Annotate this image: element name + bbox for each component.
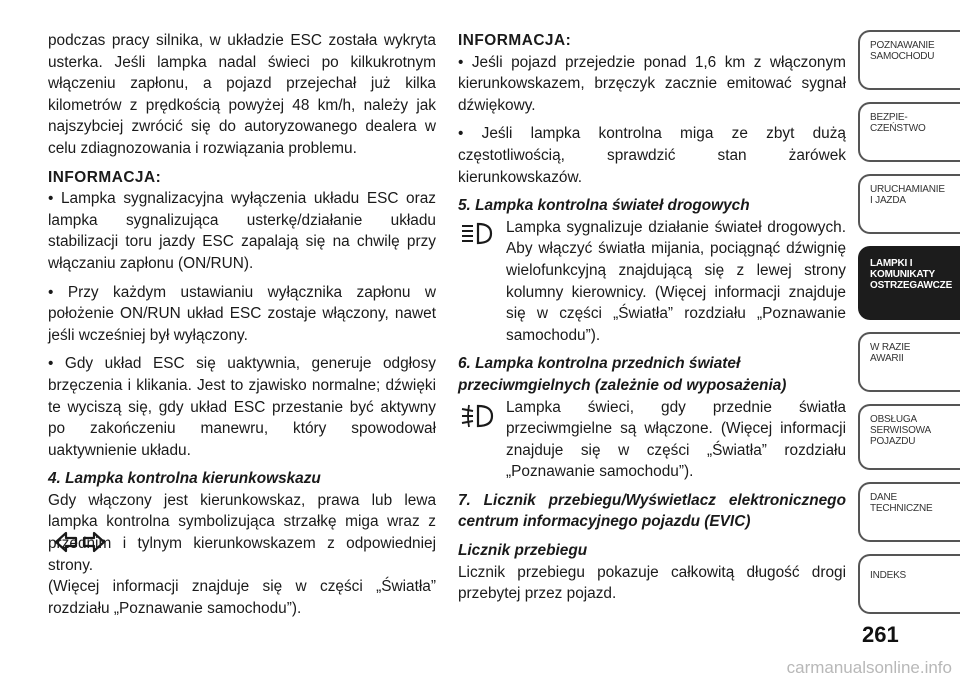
section-6-body [458, 397, 846, 483]
tab-uruchamianie-i-jazda[interactable] [858, 174, 960, 234]
tab-label-line: CZEŃSTWO [870, 123, 926, 134]
section-7-title: 7. Licznik przebiegu/Wyświetlacz elektronicznego centrum informacyjnego pojazdu (EVIC) [458, 491, 846, 531]
tab-label-line: POJAZDU [870, 436, 916, 447]
section-4-tail: (Więcej informacji znajduje się w części „Światła” rozdziału „Poznawanie samochodu”). [48, 578, 436, 617]
tab-label-line: SAMOCHODU [870, 51, 935, 62]
section-4-text: Gdy włączony jest kierunkowskaz, prawa lub lewa lampka kontrolna symbolizująca strzałkę miga wraz z przednim i tylnym kierunkowskazem z odpowiedniej strony. [48, 491, 436, 574]
tab-label-line: TECHNICZNE [870, 503, 933, 514]
section-6-text: Lampka świeci, gdy przednie światła przeciwmgielne są włączone. (Więcej informacji znajduje się w części „Światła” rozdziału „Poznawanie samochodu”). [506, 398, 846, 481]
bullet-esc-on-run: • Przy każdym ustawianiu wyłącznika zapłonu w położenie ON/RUN układ ESC zostaje włączony, nawet jeśli wcześniej był wyłączony. [48, 283, 436, 344]
bullet-fast-blinking: • Jeśli lampka kontrolna miga ze zbyt dużą częstotliwością, sprawdzić stan żarówek kierunkowskazów. [458, 125, 846, 186]
tab-label-line: INDEKS [870, 570, 907, 581]
tab-label-line: OBSŁUGA [870, 414, 917, 425]
section-5-body [458, 217, 846, 347]
tab-label-line: SERWISOWA [870, 425, 931, 436]
bullet-esc-noise: • Gdy układ ESC się uaktywnia, generuje odgłosy brzęczenia i klikania. Jest to zjawisko normalne; dźwięki te wyciszą się, gdy układ ESC przestanie być aktywny po zakończeniu manewru, który spowodował uaktywnienie układu. [48, 355, 436, 459]
info-heading-left: INFORMACJA: [48, 168, 162, 186]
section-6-title-line2: przeciwmgielnych (zależnie od wyposażenia) [458, 376, 787, 394]
tab-label-line: URUCHAMIANIE [870, 184, 945, 195]
tab-label-line: DANE [870, 492, 897, 503]
tab-label-line: OSTRZEGAWCZE [870, 280, 953, 291]
front-fog-light-icon [460, 403, 496, 429]
tab-label-line: BEZPIE- [870, 112, 908, 123]
section-7-subtitle: Licznik przebiegu [458, 542, 588, 560]
tab-indeks[interactable] [858, 554, 960, 614]
tab-label-line: AWARII [870, 353, 904, 364]
high-beam-icon [460, 221, 494, 245]
section-5-title: 5. Lampka kontrolna świateł drogowych [458, 197, 750, 215]
bullet-esc-lamps: • Lampka sygnalizacyjna wyłączenia układu ESC oraz lampka sygnalizująca usterkę/działanie układu stabilizacji toru jazdy ESC zapalają się na chwilę przy włączaniu zapłonu (ON/RUN). [48, 190, 436, 272]
tab-w-razie-awarii[interactable] [858, 332, 960, 392]
tab-label-line: I JAZDA [870, 195, 906, 206]
tab-label-line: KOMUNIKATY [870, 269, 936, 280]
section-5-text: Lampka sygnalizuje działanie świateł drogowych. Aby włączyć światła mijania, pociągnąć dźwignię wielofunkcyjną znajdującą się z lewej strony kolumny kierownicy. (Więcej informacji znajduje się w części „Światła” rozdziału „Poznawanie samochodu”). [506, 218, 846, 344]
page-number: 261 [862, 622, 899, 647]
chapter-tabs [858, 30, 960, 626]
section-6-title-line1: 6. Lampka kontrolna przednich świateł [458, 355, 741, 373]
turn-signal-arrows-icon [54, 530, 106, 554]
tab-obsluga-serwisowa[interactable] [858, 404, 960, 470]
tab-label-line: LAMPKI I [870, 258, 913, 269]
watermark: carmanualsonline.info [786, 658, 952, 677]
section-7-text: Licznik przebiegu pokazuje całkowitą długość drogi przebytej przez pojazd. [458, 563, 846, 603]
paragraph-esc-fault: podczas pracy silnika, w układzie ESC została wykryta usterka. Jeśli lampka nadal świeci po kilkukrotnym włączeniu zapłonu, a pojazd przejechał już kilka kilometrów z prędkością powyżej 48 km/h, należy jak najszybciej zwrócić się do autoryzowanego dealera w celu zdiagnozowania i rozwiązania problemu. [48, 32, 436, 157]
info-heading-right: INFORMACJA: [458, 32, 572, 49]
left-column [48, 30, 436, 626]
section-4-title: 4. Lampka kontrolna kierunkowskazu [48, 470, 321, 488]
bullet-turn-signal-buzzer: • Jeśli pojazd przejedzie ponad 1,6 km z włączonym kierunkowskazem, brzęczyk zacznie emitować sygnał dźwiękowy. [458, 53, 846, 114]
tab-lampki-i-komunikaty[interactable] [858, 246, 960, 320]
right-column [458, 30, 846, 612]
tab-poznawanie-samochodu[interactable] [858, 30, 960, 90]
tab-label-line: POZNAWANIE [870, 40, 935, 51]
tab-label-line: W RAZIE [870, 342, 911, 353]
tab-bezpieczenstwo[interactable] [858, 102, 960, 162]
tab-dane-techniczne[interactable] [858, 482, 960, 542]
section-4-body [48, 490, 436, 576]
